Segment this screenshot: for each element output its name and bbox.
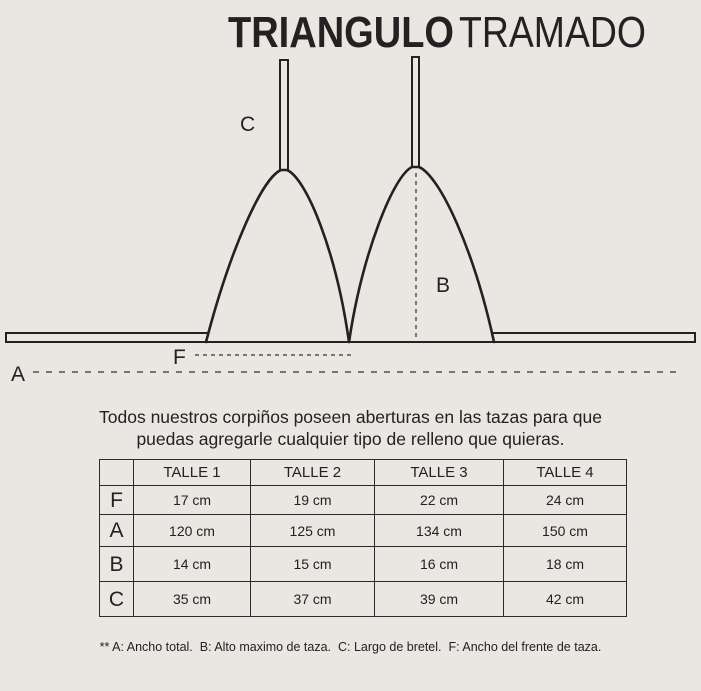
title-secondary: TRAMADO (459, 8, 646, 57)
cell-c-talle-1: 35 cm (134, 582, 251, 617)
size-table (99, 459, 627, 617)
right-cup (349, 167, 494, 342)
measure-label-b: B (436, 274, 451, 297)
cell-a-talle-2: 125 cm (251, 515, 375, 547)
cell-b-talle-1: 14 cm (134, 547, 251, 582)
left-cup (206, 170, 349, 342)
table-row-a (100, 515, 627, 547)
table-row-b (100, 547, 627, 582)
cell-b-talle-4: 18 cm (504, 547, 627, 582)
header-talle-2: TALLE 2 (251, 460, 375, 486)
cell-c-talle-4: 42 cm (504, 582, 627, 617)
cell-b-talle-2: 15 cm (251, 547, 375, 582)
cell-a-talle-4: 150 cm (504, 515, 627, 547)
table-header-row (100, 460, 627, 486)
row-label-a: A (100, 515, 134, 547)
row-label-c: C (100, 582, 134, 617)
cell-f-talle-4: 24 cm (504, 486, 627, 515)
table-row-c (100, 582, 627, 617)
cell-f-talle-2: 19 cm (251, 486, 375, 515)
intro-paragraph (0, 406, 701, 450)
table-row-f (100, 486, 627, 515)
cell-f-talle-1: 17 cm (134, 486, 251, 515)
cell-a-talle-3: 134 cm (375, 515, 504, 547)
header-talle-4: TALLE 4 (504, 460, 627, 486)
cell-b-talle-3: 16 cm (375, 547, 504, 582)
measure-label-c: C (240, 113, 256, 136)
header-talle-1: TALLE 1 (134, 460, 251, 486)
intro-line-2: puedas agregarle cualquier tipo de relleno que quieras. (136, 429, 565, 449)
header-talle-3: TALLE 3 (375, 460, 504, 486)
measurement-footnote: ** A: Ancho total. B: Alto maximo de taza. C: Largo de bretel. F: Ancho del frente de taza. (99, 640, 602, 654)
table-corner-cell (100, 460, 134, 486)
measure-label-a: A (11, 363, 26, 386)
cell-c-talle-2: 37 cm (251, 582, 375, 617)
right-band (492, 333, 695, 342)
intro-line-1: Todos nuestros corpiños poseen aberturas en las tazas para que (99, 407, 602, 427)
row-label-b: B (100, 547, 134, 582)
left-band (6, 333, 208, 342)
measure-label-f: F (173, 346, 186, 369)
cell-a-talle-1: 120 cm (134, 515, 251, 547)
row-label-f: F (100, 486, 134, 515)
left-strap (280, 60, 288, 170)
cell-f-talle-3: 22 cm (375, 486, 504, 515)
title-primary: TRIANGULO (228, 8, 454, 57)
cell-c-talle-3: 39 cm (375, 582, 504, 617)
right-strap (412, 57, 419, 167)
